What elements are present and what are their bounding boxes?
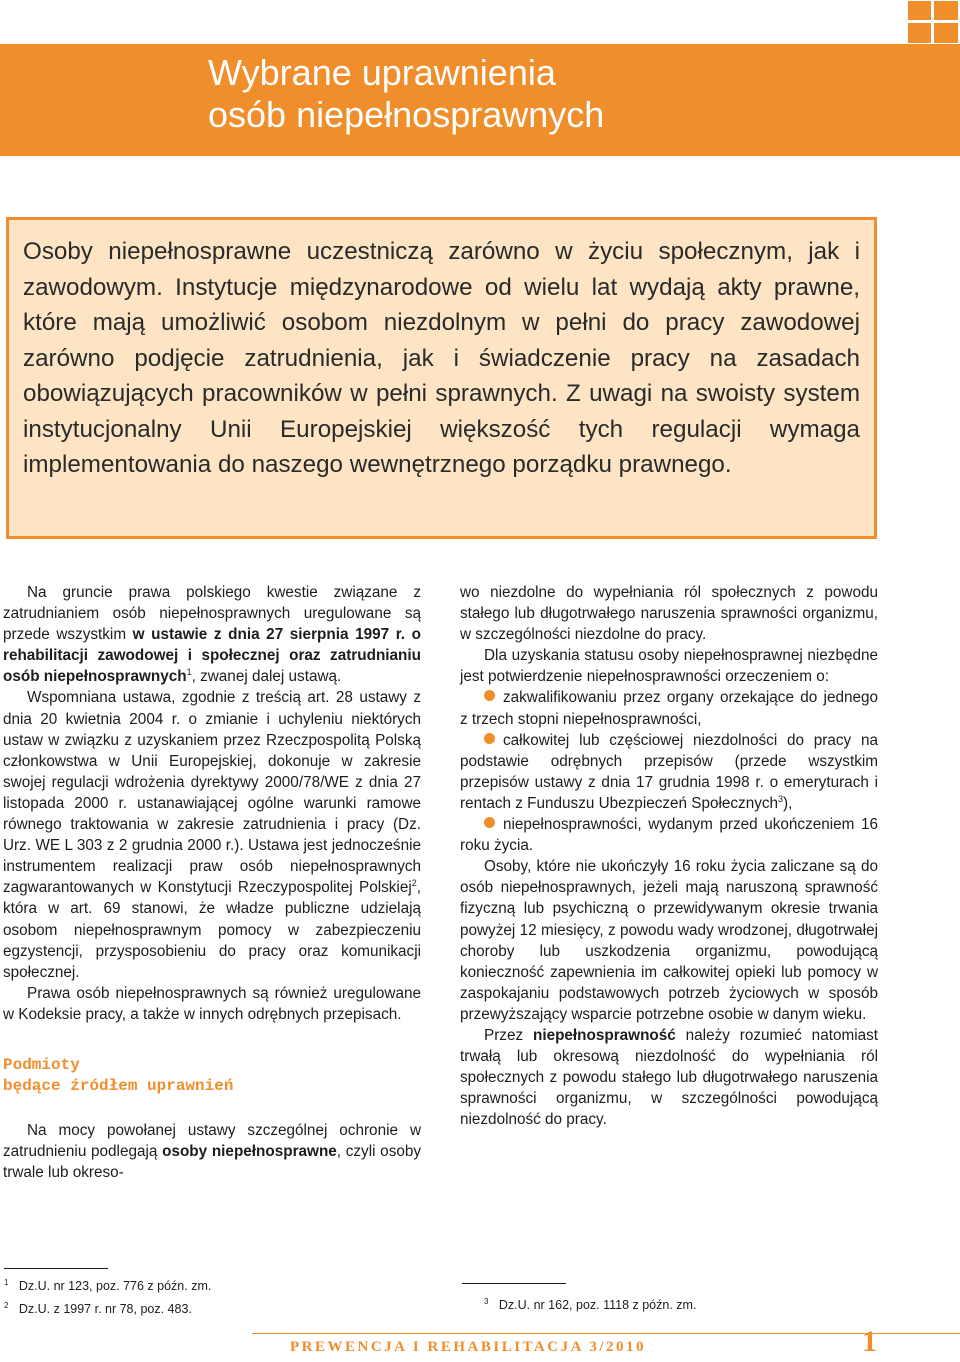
- footer-divider: [252, 1333, 960, 1334]
- text-run: , zwanej dalej ustawą.: [191, 668, 342, 686]
- footnote-ref: 3: [778, 793, 784, 804]
- text-run: Przez: [484, 1026, 533, 1044]
- page-number: 1: [862, 1325, 877, 1358]
- journal-name: PREWENCJA I REHABILITACJA 3/2010: [290, 1339, 647, 1355]
- text-run: Na gruncie prawa polskiego kwestie związane z zatrudnianiem osób niepełnosprawnych uregulowane są przede wszystkim: [3, 584, 421, 644]
- text-run: Na mocy powołanej ustawy szczególnej ochronie w zatrudnieniu podlegają: [3, 1121, 421, 1161]
- footnote-3: [484, 1292, 696, 1315]
- right-paragraph-4: [460, 1025, 878, 1130]
- section-heading: [3, 1055, 421, 1097]
- footnote-number: 2: [4, 1301, 9, 1311]
- footnote-number: 3: [484, 1297, 489, 1306]
- bullet-icon: [484, 817, 495, 828]
- bullet-text: ),: [783, 794, 793, 812]
- left-column: [3, 582, 421, 1183]
- right-paragraph-2: Dla uzyskania statusu osoby niepełnosprawnej niezbędne jest potwierdzenie niepełnosprawności orzeczeniem o:: [460, 647, 878, 686]
- left-paragraph-2: [3, 687, 421, 982]
- right-column: [460, 582, 878, 1130]
- footnote-ref: 1: [186, 667, 192, 678]
- page-title-line-1: Wybrane uprawnienia: [208, 52, 556, 93]
- page-title-line-2: osób niepełnosprawnych: [208, 94, 605, 135]
- grid-logo-icon: [854, 1, 958, 87]
- footnote-text: Dz.U. z 1997 r. nr 78, poz. 483.: [18, 1302, 192, 1317]
- footnote-text: Dz.U. nr 123, poz. 776 z późn. zm.: [18, 1279, 212, 1294]
- lead-box: [6, 217, 877, 539]
- text-run: Wspomniana ustawa, zgodnie z treścią art. 28 ustawy z dnia 20 kwietnia 2004 r. o zmianie i uchyleniu niektórych ustaw w związku z uzyskaniem przez Rzeczpospolitą Polską członkowstwa w Unii Europejskiej, dokonuje w zakresie swojej regulacji wdrożenia dyrektywy 2000/78/WE z dnia 27 listopada 2000 r. ustanawiającej ogólne warunki ramowe równego traktowania w zakresie zatrudnienia i pracy (Dz. Urz. WE L 303 z 2 grudnia 2000 r.). Ustawa jest jednocześnie instrumentem realizacji praw osób niepełnosprawnych zagwarantowanych w Konstytucji Rzeczypospolitej Polskiej: [3, 689, 421, 897]
- footnotes-left: [4, 1273, 211, 1319]
- section-heading-line-2: będące źródłem uprawnień: [3, 1076, 234, 1095]
- text-run: należy rozumieć natomiast trwałą lub okresową niezdolność do wypełniania ról społecznych z powodu stałego lub długotrwałego naruszenia sprawności organizmu, w szczególności powodującą niezdolność do pracy.: [460, 1026, 879, 1129]
- footnotes-right: [484, 1292, 696, 1315]
- left-paragraph-3: Prawa osób niepełnosprawnych są również uregulowane w Kodeksie pracy, a także w innych odrębnych przepisach.: [3, 984, 421, 1023]
- left-paragraph-4: [3, 1120, 421, 1183]
- bold-run: osoby niepełnosprawne: [162, 1143, 337, 1161]
- section-heading-line-1: Podmioty: [3, 1055, 80, 1074]
- bullet-icon: [484, 733, 495, 744]
- bullet-text: całkowitej lub częściowej niezdolności do pracy na podstawie odrębnych przepisów (przede wszystkim przepisów ustawy z dnia 17 grudnia 1998 r. o emeryturach i rentach z Funduszu Ubezpieczeń Społecznych: [460, 731, 878, 812]
- left-paragraph-1: [3, 582, 421, 687]
- bold-run: niepełnosprawność: [532, 1026, 676, 1044]
- footnote-2: [4, 1296, 211, 1319]
- footnote-number: 1: [4, 1278, 9, 1287]
- title-banner: [0, 44, 960, 156]
- right-paragraph-1: wo niezdolne do wypełniania ról społecznych z powodu stałego lub długotrwałego naruszenia sprawności organizmu, w szczególności niezdolne do pracy.: [460, 584, 878, 644]
- lead-paragraph: Osoby niepełnosprawne uczestniczą zarówno w życiu społecznym, jak i zawodowym. Instytucje międzynarodowe od wielu lat wydają akty prawne, które mają umożliwić osobom niezdolnym w pełni do pracy zawodowej zarówno podjęcie zatrudnienia, jak i świadczenie pracy na zasadach obowiązujących pracowników w pełni sprawnych. Z uwagi na swoisty system instytucjonalny Unii Europejskiej większość tych regulacji wymaga implementowania do naszego wewnętrznego porządku prawnego.: [23, 238, 860, 478]
- footnote-text: Dz.U. nr 162, poz. 1118 z późn. zm.: [498, 1298, 697, 1313]
- bullet-icon: [484, 690, 495, 701]
- bullet-text: zakwalifikowaniu przez organy orzekające do jednego z trzech stopni niepełnosprawności,: [460, 689, 878, 728]
- footnote-divider: [462, 1283, 566, 1284]
- text-run: , czyli osoby trwale lub okreso-: [3, 1143, 422, 1182]
- text-run: , która w art. 69 stanowi, że władze publiczne udzielają osobom niepełnosprawnym pomocy w zabezpieczeniu egzystencji, przysposobieniu do pracy oraz komunikacji społecznej.: [3, 879, 421, 981]
- bullet-item: [460, 730, 878, 814]
- footnote-ref: 2: [411, 878, 417, 889]
- bullet-item: [460, 687, 878, 729]
- bullet-text: niepełnosprawności, wydanym przed ukończeniem 16 roku życia.: [460, 816, 878, 855]
- footnote-1: [4, 1273, 211, 1296]
- right-paragraph-3: Osoby, które nie ukończyły 16 roku życia zaliczane są do osób niepełnosprawnych, jeżeli mają naruszoną sprawność fizyczną lub psychiczną o przewidywanym okresie trwania powyżej 12 miesięcy, z powodu wady wrodzonej, długotrwałej choroby lub uszkodzenia organizmu, powodującą konieczność zapewnienia im całkowitej opieki lub pomocy w zaspokajaniu podstawowych potrzeb życiowych w sposób przewyższający wsparcie potrzebne osobie w danym wieku.: [460, 858, 878, 1023]
- footnote-divider: [4, 1268, 108, 1269]
- bullet-item: [460, 814, 878, 856]
- page-title: [208, 52, 604, 136]
- bold-run: w ustawie z dnia 27 sierpnia 1997 r. o rehabilitacji zawodowej i społecznej oraz zatrudnianiu osób niepełnosprawnych: [3, 626, 422, 686]
